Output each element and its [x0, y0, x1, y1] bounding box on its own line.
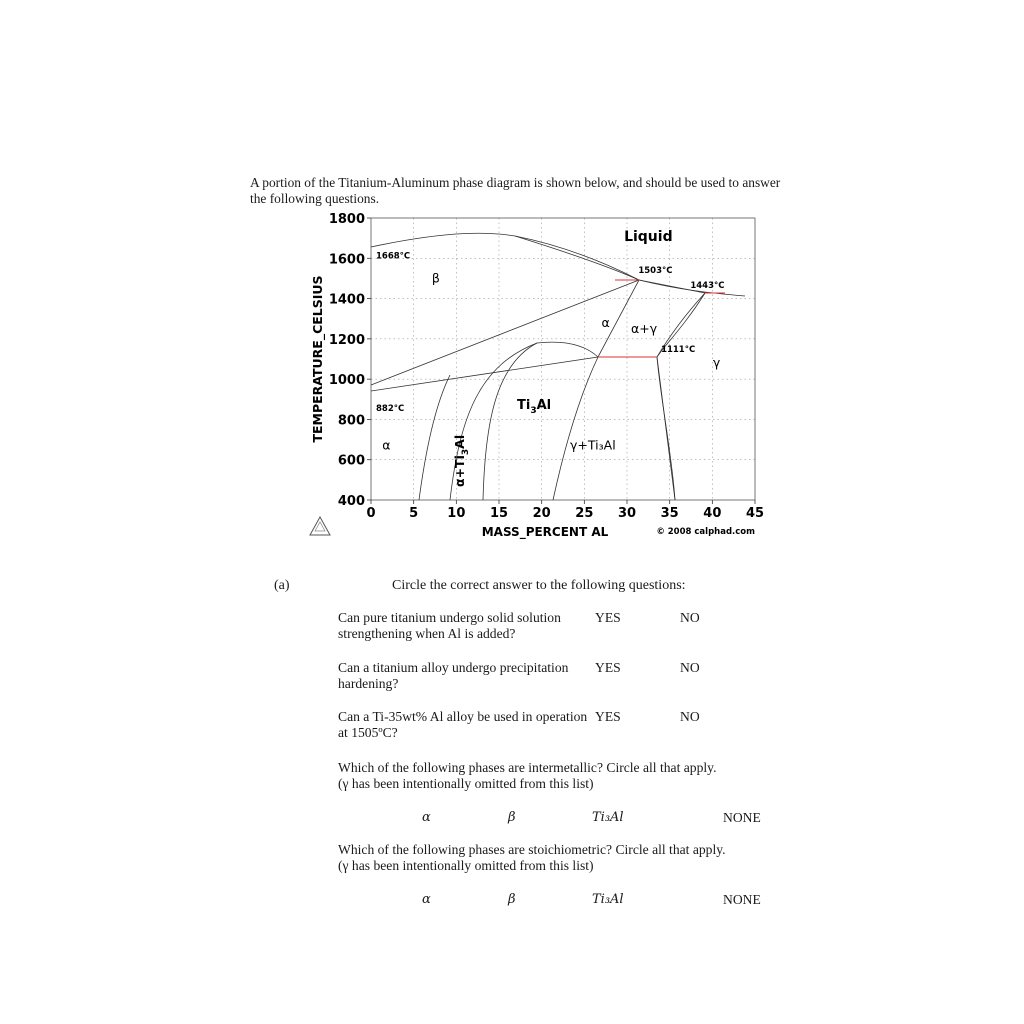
- temperature-label: 1503°C: [638, 265, 673, 276]
- intermetallic-question: [338, 760, 778, 792]
- q3-no-option[interactable]: NO: [680, 709, 700, 724]
- q1-yes-option[interactable]: YES: [595, 610, 621, 625]
- intro-text: A portion of the Titanium-Aluminum phase diagram is shown below, and should be used to answer the following questions.: [250, 175, 781, 206]
- phase-label: γ: [712, 355, 721, 371]
- phase-label: α: [601, 314, 610, 330]
- x-tick-label: 35: [660, 506, 679, 521]
- stoichiometric-option-beta[interactable]: β: [508, 892, 516, 907]
- x-tick-label: 15: [489, 506, 509, 521]
- y-tick-label: 800: [337, 413, 365, 429]
- alpha-ti3al-left: [419, 375, 450, 500]
- phase-label: Liquid: [624, 229, 673, 246]
- beta-transus-upper: [371, 280, 639, 385]
- gamma-boundary: [657, 293, 705, 500]
- y-tick-label: 1000: [328, 373, 365, 389]
- x-tick-label: 45: [745, 506, 765, 521]
- question-2: Can a titanium alloy undergo precipitation hardening?: [338, 660, 569, 691]
- intermetallic-option-none[interactable]: NONE: [723, 810, 761, 825]
- y-tick-label: 1200: [328, 332, 365, 348]
- q2-no-option[interactable]: NO: [680, 660, 700, 675]
- question-1: Can pure titanium undergo solid solution strengthening when Al is added?: [338, 610, 561, 641]
- x-tick-label: 10: [447, 506, 466, 521]
- stoichiometric-question: [338, 842, 778, 874]
- y-axis-label: TEMPERATURE_CELSIUS: [310, 275, 325, 443]
- gamma-ti3al-line: [553, 357, 598, 500]
- stoichiometric-option-none[interactable]: NONE: [723, 892, 761, 907]
- y-tick-label: 1800: [328, 212, 365, 227]
- phase-label: α: [382, 437, 391, 453]
- x-tick-label: 5: [409, 506, 419, 521]
- intermetallic-option-alpha[interactable]: α: [422, 810, 431, 825]
- stoichiometric-question-note: (γ has been intentionally omitted from this list): [338, 858, 594, 873]
- copyright-text: © 2008 calphad.com: [656, 527, 755, 537]
- phase-label: β: [431, 270, 440, 286]
- part-label: (a): [274, 578, 290, 593]
- software-logo: [310, 517, 330, 535]
- y-tick-label: 1600: [328, 252, 365, 268]
- temperature-label: 882°C: [376, 403, 405, 414]
- phase-label-alpha-ti3al: $\alpha+Ti_3Al$: [452, 434, 471, 487]
- temperature-label: 1443°C: [690, 280, 725, 291]
- liquidus-curve: [371, 233, 745, 296]
- intermetallic-question-note: (γ has been intentionally omitted from this list): [338, 776, 594, 791]
- stoichiometric-question-text: Which of the following phases are stoichiometric? Circle all that apply.: [338, 842, 726, 857]
- phase-label: γ+Ti₃Al: [570, 437, 616, 453]
- temperature-label: 1668°C: [376, 251, 411, 262]
- q3-yes-option[interactable]: YES: [595, 709, 621, 724]
- gamma-right-solvus: [657, 357, 675, 500]
- y-tick-label: 1400: [328, 292, 365, 308]
- intermetallic-question-text: Which of the following phases are intermetallic? Circle all that apply.: [338, 760, 717, 775]
- q1-no-option[interactable]: NO: [680, 610, 700, 625]
- x-tick-label: 25: [575, 506, 594, 521]
- q2-yes-option[interactable]: YES: [595, 660, 621, 675]
- x-tick-label: 0: [366, 506, 376, 521]
- x-tick-label: 20: [532, 506, 551, 521]
- question-3: Can a Ti-35wt% Al alloy be used in operation at 1505ºC?: [338, 709, 588, 740]
- x-tick-label: 30: [617, 506, 637, 521]
- temperature-label: 1111°C: [661, 344, 696, 355]
- x-axis-label: MASS_PERCENT AL: [481, 525, 609, 539]
- stoichiometric-option-ti3al[interactable]: Ti₃Al: [592, 892, 624, 907]
- ti-al-phase-diagram: [300, 205, 770, 545]
- beta-transus-lower: [371, 280, 639, 391]
- phase-boundaries: [371, 233, 745, 500]
- intermetallic-option-beta[interactable]: β: [508, 810, 516, 825]
- y-tick-label: 600: [337, 453, 365, 469]
- x-tick-label: 40: [703, 506, 722, 521]
- part-instruction: Circle the correct answer to the following questions:: [392, 578, 686, 593]
- phase-label: α+γ: [631, 320, 658, 336]
- phase-label-ti3al: $Ti_3Al$: [517, 398, 552, 416]
- stoichiometric-option-alpha[interactable]: α: [422, 892, 431, 907]
- intermetallic-option-ti3al[interactable]: Ti₃Al: [592, 810, 624, 825]
- y-tick-label: 400: [337, 494, 365, 509]
